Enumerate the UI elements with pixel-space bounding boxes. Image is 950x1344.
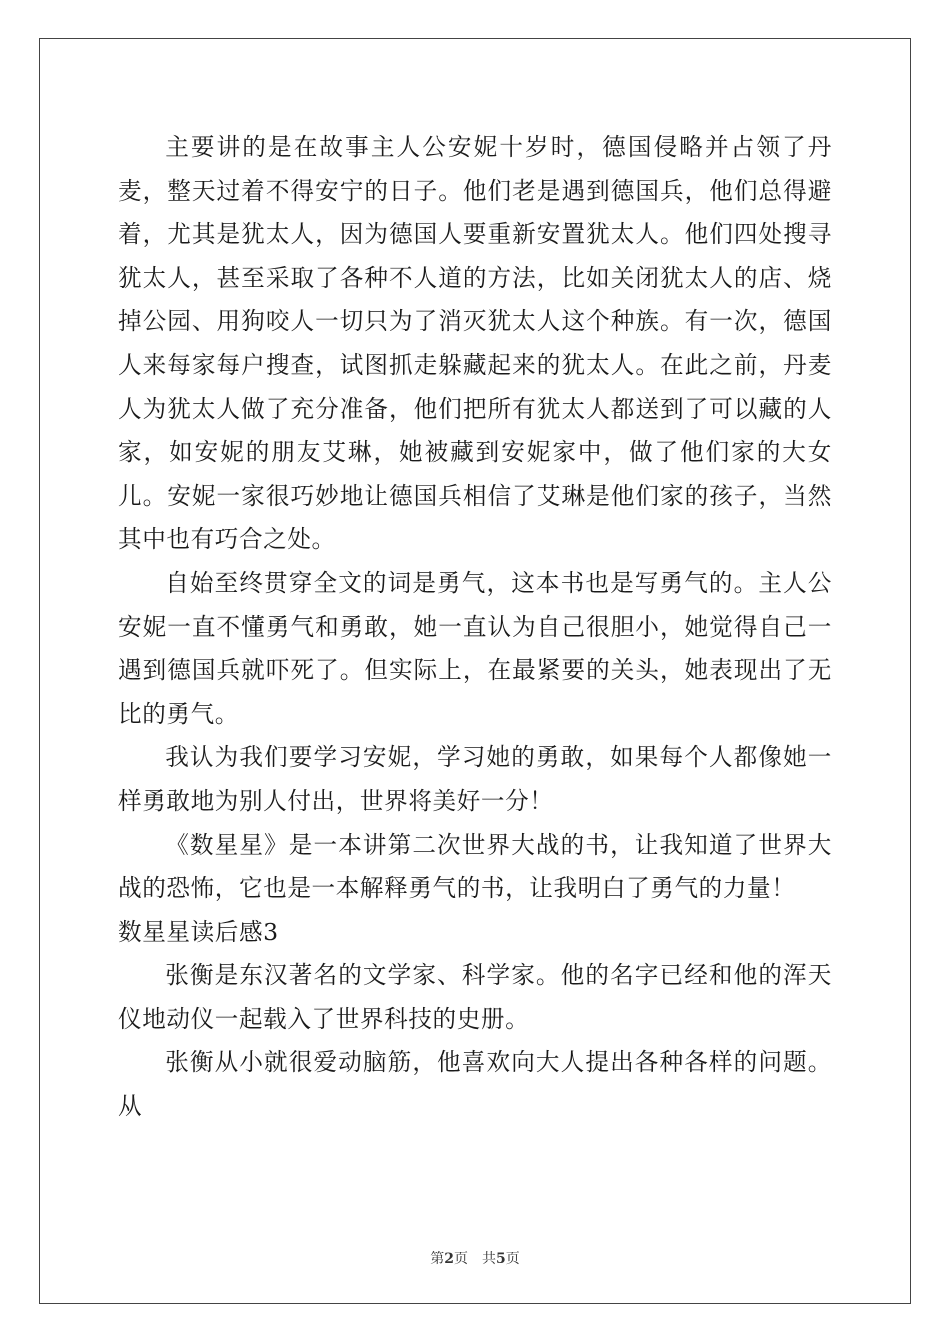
page-footer [0, 1248, 950, 1268]
paragraph: 张衡从小就很爱动脑筋，他喜欢向大人提出各种各样的问题。从 [118, 1048, 832, 1121]
page-total: 共5页 [482, 1251, 520, 1267]
page-number: 第2页 [430, 1251, 468, 1267]
paragraph: 张衡是东汉著名的文学家、科学家。他的名字已经和他的浑天仪地动仪一起载入了世界科技的史册。 [118, 961, 832, 1033]
paragraph: 《数星星》是一本讲第二次世界大战的书，让我知道了世界大战的恐怖，它也是一本解释勇气的书，让我明白了勇气的力量！ [118, 830, 832, 903]
paragraph: 我认为我们要学习安妮，学习她的勇敢，如果每个人都像她一样勇敢地为别人付出，世界将美好一分！ [118, 743, 832, 815]
document-body [118, 126, 832, 1129]
section-heading: 数星星读后感3 [118, 917, 279, 946]
paragraph: 自始至终贯穿全文的词是勇气，这本书也是写勇气的。主人公安妮一直不懂勇气和勇敢，她一直认为自己很胆小，她觉得自己一遇到德国兵就吓死了。但实际上，在最紧要的关头，她表现出了无比的勇气。 [118, 568, 832, 728]
paragraph: 主要讲的是在故事主人公安妮十岁时，德国侵略并占领了丹麦，整天过着不得安宁的日子。他们老是遇到德国兵，他们总得避着，尤其是犹太人，因为德国人要重新安置犹太人。他们四处搜寻犹太人，甚至采取了各种不人道的方法，比如关闭犹太人的店、烧掉公园、用狗咬人一切只为了消灭犹太人这个种族。有一次，德国人来每家每户搜查，试图抓走躲藏起来的犹太人。在此之前，丹麦人为犹太人做了充分准备，他们把所有犹太人都送到了可以藏的人家，如安妮的朋友艾琳，她被藏到安妮家中，做了他们家的大女儿。安妮一家很巧妙地让德国兵相信了艾琳是他们家的孩子，当然其中也有巧合之处。 [118, 133, 832, 554]
